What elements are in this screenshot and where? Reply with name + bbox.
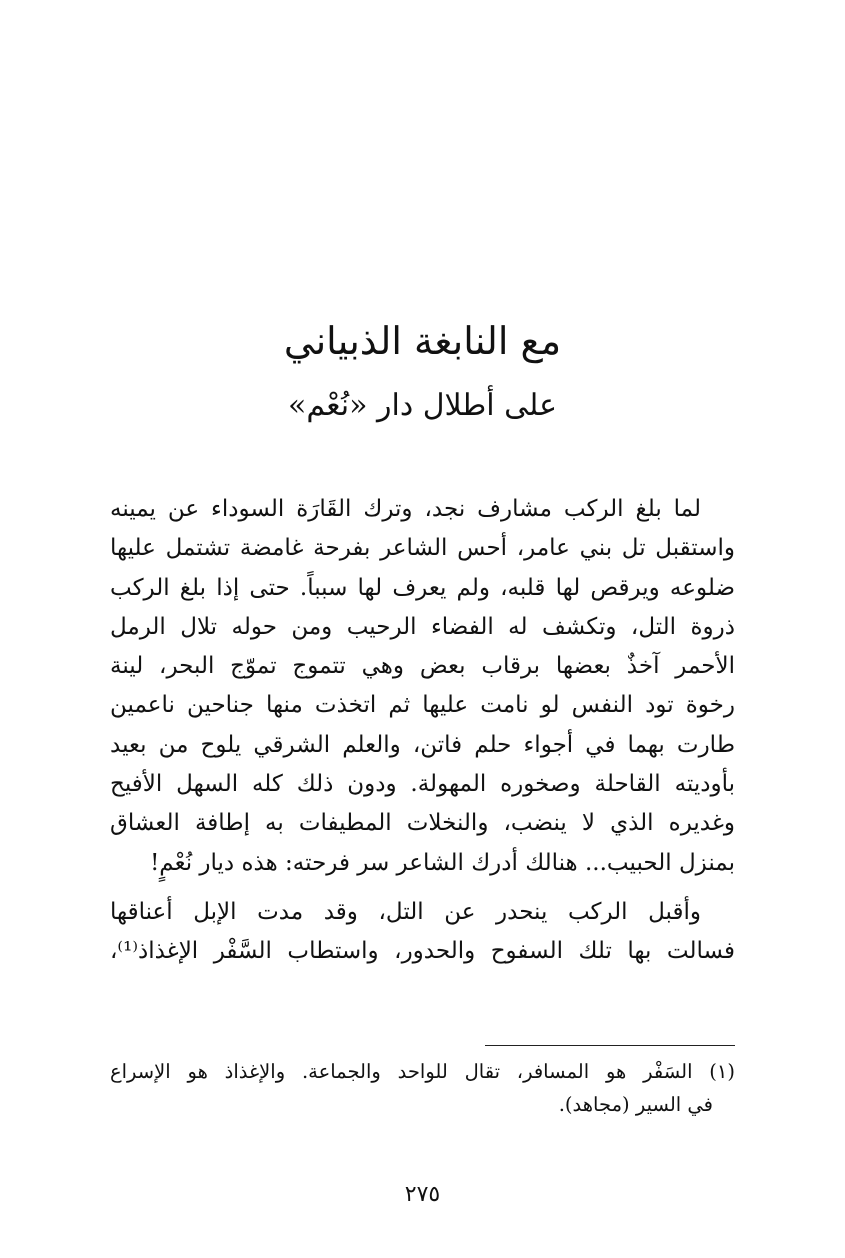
- paragraph-gap: [110, 883, 735, 893]
- paragraph-line: بمنزل الحبيب... هنالك أدرك الشاعر سر فرحته: هذه ديار نُعْمٍ!: [150, 849, 735, 876]
- footnote-line: (١) السَفْر هو المسافر، تقال للواحد والجماعة. والإغذاذ هو الإسراع: [110, 1060, 735, 1083]
- paragraph-line: رخوة تود النفس لو نامت عليها ثم اتخذت منها جناحين ناعمين: [110, 692, 735, 719]
- paragraph-line: وغديره الذي لا ينضب، والنخلات المطيفات به إطافة العشاق: [110, 810, 735, 837]
- paragraph-line: وأقبل الركب ينحدر عن التل، وقد مدت الإبل أعناقها: [110, 898, 701, 925]
- chapter-title: مع النابغة الذبياني: [283, 319, 562, 363]
- page-number: ٢٧٥: [404, 1182, 441, 1207]
- paragraph-line: بأوديته القاحلة وصخوره المهولة. ودون ذلك كله السهل الأفيح: [110, 771, 735, 798]
- paragraph-line: طارت بهما في أجواء حلم فاتن، والعلم الشرقي يلوح من بعيد: [110, 731, 735, 758]
- body-text: [110, 490, 735, 972]
- paragraph-line: الأحمر آخذٌ بعضها برقاب بعض وهي تتموج تموّج البحر، لينة: [110, 653, 735, 680]
- paragraph-1: [110, 490, 735, 883]
- footnote-line: في السير (مجاهد).: [558, 1093, 713, 1116]
- footnote-divider: [485, 1045, 735, 1046]
- paragraph-line: ذروة التل، وتكشف له الفضاء الرحيب ومن حوله تلال الرمل: [110, 613, 735, 640]
- chapter-subtitle: على أطلال دار «نُعْم»: [287, 388, 558, 423]
- paragraph-line: لما بلغ الركب مشارف نجد، وترك القَارَة السوداء عن يمينه: [110, 496, 701, 522]
- paragraph-line: ضلوعه ويرقص لها قلبه، ولم يعرف لها سبباً. حتى إذا بلغ الركب: [110, 574, 735, 601]
- paragraph-line: فسالت بها تلك السفوح والحدور، واستطاب السَّفْر الإغذاذ⁽¹⁾،: [110, 938, 735, 965]
- paragraph-2: [110, 893, 735, 972]
- paragraph-line: واستقبل تل بني عامر، أحس الشاعر بفرحة غامضة تشتمل عليها: [110, 535, 735, 562]
- footnote: [110, 1055, 735, 1121]
